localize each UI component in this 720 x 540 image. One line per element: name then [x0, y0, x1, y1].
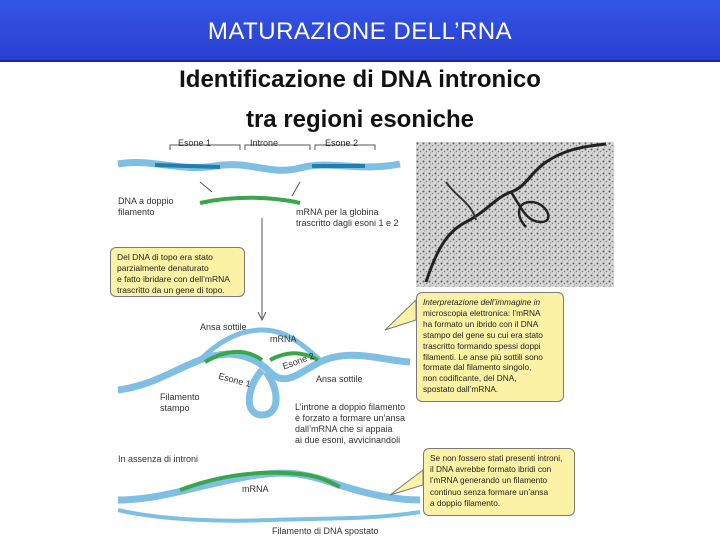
label-mrna-globin-1: mRNA per la globina — [296, 207, 379, 217]
slide-title: MATURAZIONE DELL’RNA — [207, 18, 513, 45]
note-box-line: trascritto da un gene di topo. — [117, 285, 225, 295]
label-intron-note-2: è forzato a formare un’ansa — [295, 413, 406, 423]
note-box-no-introns — [423, 448, 575, 516]
label-displaced-strand: Filamento di DNA spostato — [272, 526, 379, 536]
label-thin-loop-right: Ansa sottile — [316, 374, 363, 384]
note-box-line: formate dal filamento singolo, — [423, 362, 532, 373]
label-exon-1-middle: Esone 1 — [217, 370, 252, 390]
label-exon-1: Esone 1 — [178, 138, 212, 148]
subtitle-line-1: Identificazione di DNA intronico — [179, 66, 541, 93]
label-intron: Introne — [250, 138, 279, 148]
label-mrna-middle: mRNA — [270, 334, 297, 344]
note-box-line: spostato dall’mRNA. — [423, 384, 499, 395]
note-box-line: microscopia elettronica: l’mRNA — [423, 307, 541, 318]
note-box-line: non codificante, del DNA, — [423, 373, 517, 384]
label-intron-note-3: dall’mRNA che si appaia — [295, 424, 393, 434]
label-mrna-globin-2: trascritto dagli esoni 1 e 2 — [296, 218, 399, 228]
note-box-line: continuo senza formare un’ansa — [430, 486, 549, 497]
note-box-line: l’mRNA generando un filamento — [430, 475, 548, 486]
note-box-line: a doppio filamento. — [430, 497, 501, 508]
note-box-line: stampo del gene su cui era stato — [423, 329, 543, 340]
note-box-line: Del DNA di topo era stato — [117, 252, 213, 262]
label-no-introns: In assenza di introni — [118, 454, 199, 464]
note-box-line: Se non fossero stati presenti introni, — [430, 453, 563, 463]
label-dna-double-2: filamento — [118, 207, 155, 217]
label-mrna-bottom: mRNA — [242, 484, 269, 494]
note-box-line: filamenti. Le anse più sottili sono — [423, 351, 543, 362]
label-exon-2-middle: Esone 2 — [281, 350, 316, 372]
subtitle-line-2: tra regioni esoniche — [245, 106, 475, 133]
label-template-strand-1: Filamento — [160, 392, 200, 402]
label-template-strand-2: stampo — [160, 403, 190, 413]
label-intron-note-1: L’introne a doppio filamento — [295, 402, 406, 412]
note-box-line: e fatto ibridare con dell’mRNA — [117, 274, 230, 284]
note-box-line: ha formato un ibrido con il DNA — [423, 318, 539, 329]
note-box-line: trascritto formando spessi doppi — [423, 340, 541, 351]
note-box-interpretation — [416, 292, 564, 402]
label-thin-loop-left: Ansa sottile — [200, 322, 247, 332]
note-box-line: il DNA avrebbe formato ibridi con — [430, 464, 552, 475]
label-intron-note-4: ai due esoni, avvicinandoli — [295, 435, 401, 445]
note-box-line: Interpretazione dell’immagine in — [423, 297, 541, 307]
label-dna-double-1: DNA a doppio — [118, 196, 174, 206]
note-box-hybridization — [110, 247, 245, 297]
note-box-line: parzialmente denaturato — [117, 263, 209, 273]
label-exon-2: Esone 2 — [325, 138, 359, 148]
